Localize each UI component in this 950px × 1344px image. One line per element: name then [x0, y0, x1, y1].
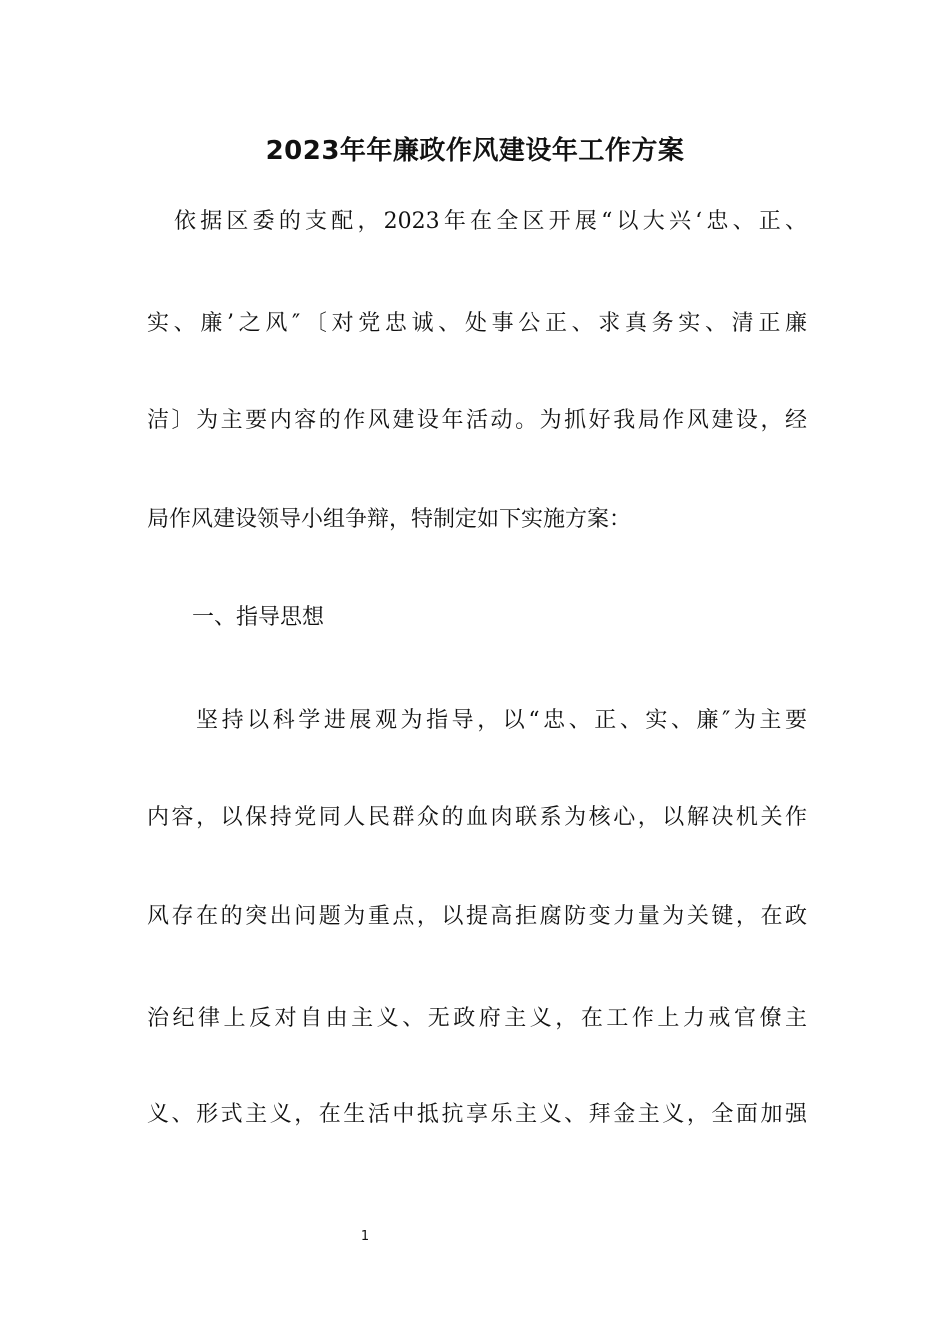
paragraph-line-5: 坚持以科学进展观为指导，以“忠、正、实、廉″为主要 — [196, 708, 807, 733]
paragraph-line-4: 局作风建设领导小组争辩，特制定如下实施方案： — [147, 507, 632, 532]
page-number: 1 — [360, 1229, 370, 1244]
document-title: 2023年年廉政作风建设年工作方案 — [265, 136, 685, 166]
paragraph-line-1: 依据区委的支配，2023年在全区开展“以大兴‘忠、正、 — [174, 209, 807, 234]
paragraph-line-8: 治纪律上反对自由主义、无政府主义，在工作上力戒官僚主 — [147, 1006, 807, 1031]
section-heading: 一、指导思想 — [192, 605, 325, 630]
paragraph-line-3: 洁〕为主要内容的作风建设年活动。为抓好我局作风建设，经 — [147, 408, 807, 433]
paragraph-line-6: 内容，以保持党同人民群众的血肉联系为核心，以解决机关作 — [147, 805, 807, 830]
paragraph-line-2: 实、廉’之风″〔对党忠诚、处事公正、求真务实、清正廉 — [147, 311, 807, 336]
paragraph-line-9: 义、形式主义，在生活中抵抗享乐主义、拜金主义，全面加强 — [147, 1102, 807, 1127]
paragraph-line-7: 风存在的突出问题为重点，以提高拒腐防变力量为关键，在政 — [147, 904, 807, 929]
